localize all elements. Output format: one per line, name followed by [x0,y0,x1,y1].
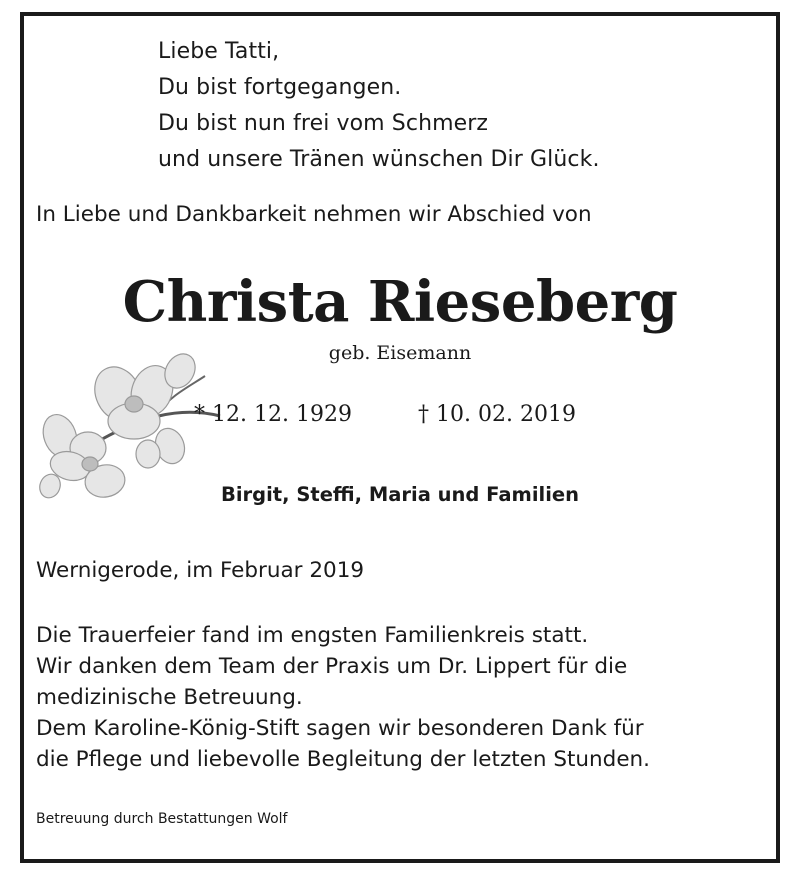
poem [158,34,600,178]
deceased-name: Christa Rieseberg [122,269,678,335]
birth-date: * 12. 12. 1929 [194,402,352,427]
funeral-home-credit: Betreuung durch Bestattungen Wolf [36,811,288,827]
body-text [36,620,766,775]
family-names: Birgit, Steffi, Maria und Familien [221,483,579,506]
body-line-2: Wir danken dem Team der Praxis um Dr. Lippert für die [36,654,628,679]
body-line-4: Dem Karoline-König-Stift sagen wir besonderen Dank für [36,716,644,741]
poem-line-4: und unsere Tränen wünschen Dir Glück. [158,147,600,172]
birth-name: geb. Eisemann [328,342,472,364]
poem-line-3: Du bist nun frei vom Schmerz [158,111,489,136]
intro-text: In Liebe und Dankbarkeit nehmen wir Abschied von [36,202,592,227]
poem-line-2: Du bist fortgegangen. [158,75,402,100]
poem-line-1: Liebe Tatti, [158,39,280,64]
body-line-3: medizinische Betreuung. [36,685,303,710]
body-line-5: die Pflege und liebevolle Begleitung der letzten Stunden. [36,747,651,772]
obituary-frame [20,12,780,863]
death-date: † 10. 02. 2019 [418,402,576,427]
body-line-1: Die Trauerfeier fand im engsten Familienkreis statt. [36,623,589,648]
place-date: Wernigerode, im Februar 2019 [36,558,365,583]
